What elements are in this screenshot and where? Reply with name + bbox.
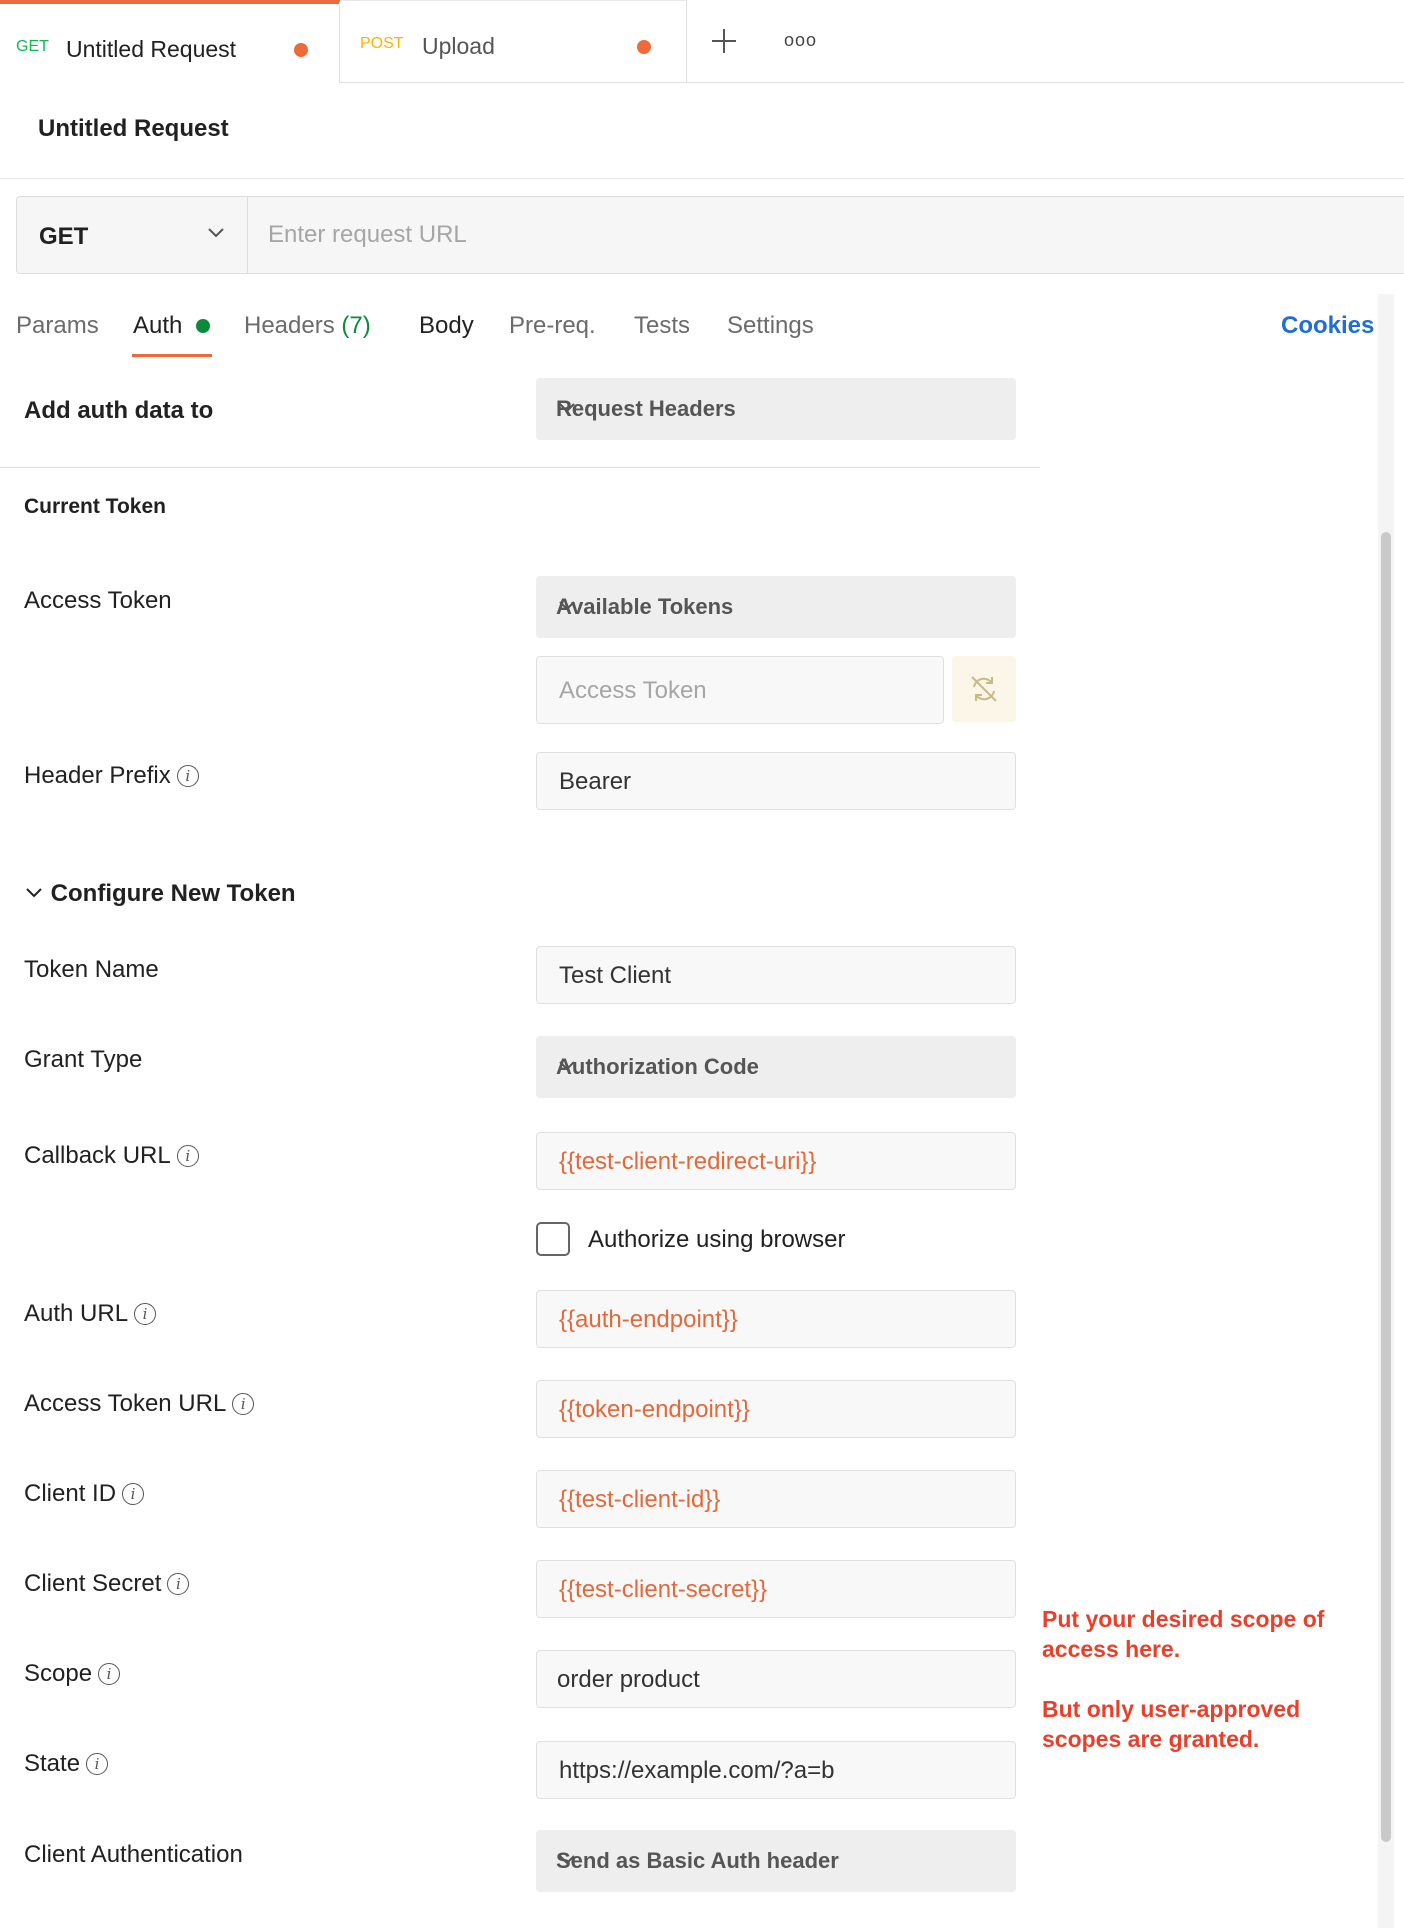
access-token-label: Access Token bbox=[24, 587, 172, 614]
state-text: State bbox=[24, 1750, 81, 1777]
configure-new-token-heading: Configure New Token bbox=[50, 880, 296, 907]
tab-untitled-request[interactable] bbox=[0, 0, 340, 83]
scrollbar-thumb[interactable] bbox=[1381, 532, 1391, 1842]
auth-url-text: Auth URL bbox=[24, 1300, 129, 1327]
info-icon[interactable]: i bbox=[86, 1753, 108, 1775]
unsaved-dot bbox=[294, 43, 308, 57]
more-tabs-icon[interactable]: ooo bbox=[784, 30, 818, 50]
access-token-url-text: Access Token URL bbox=[24, 1390, 227, 1417]
new-tab-plus-icon[interactable] bbox=[710, 22, 738, 65]
available-tokens-value: Available Tokens bbox=[556, 594, 734, 619]
method-select[interactable] bbox=[17, 197, 248, 273]
callback-url-input[interactable] bbox=[536, 1132, 1016, 1190]
access-token-input[interactable] bbox=[536, 656, 944, 724]
client-auth-select[interactable] bbox=[536, 1830, 1016, 1892]
tab-prereq[interactable]: Pre-req. bbox=[509, 312, 596, 339]
header-prefix-input[interactable] bbox=[536, 752, 1016, 810]
info-icon[interactable]: i bbox=[177, 1145, 199, 1167]
client-id-label bbox=[24, 1480, 144, 1508]
chevron-down-icon bbox=[556, 594, 994, 622]
token-name-input[interactable] bbox=[536, 946, 1016, 1004]
add-auth-value: Request Headers bbox=[556, 396, 736, 421]
unsaved-dot bbox=[637, 40, 651, 54]
scope-input[interactable] bbox=[536, 1650, 1016, 1708]
tab-params[interactable]: Params bbox=[16, 312, 99, 339]
add-auth-select[interactable] bbox=[536, 378, 1016, 440]
tab-tests[interactable]: Tests bbox=[634, 312, 691, 339]
method-value: GET bbox=[39, 223, 89, 250]
access-token-url-label bbox=[24, 1390, 254, 1418]
tab-auth[interactable]: Auth bbox=[133, 312, 183, 339]
url-input[interactable] bbox=[248, 197, 1404, 273]
tab-body[interactable]: Body bbox=[419, 312, 474, 339]
info-icon[interactable]: i bbox=[98, 1663, 120, 1685]
scope-annotation bbox=[1042, 1604, 1324, 1754]
sync-off-icon bbox=[968, 673, 1000, 710]
access-token-url-input[interactable] bbox=[536, 1380, 1016, 1438]
auth-url-input[interactable] bbox=[536, 1290, 1016, 1348]
info-icon[interactable]: i bbox=[177, 765, 199, 787]
state-label bbox=[24, 1750, 108, 1778]
header-prefix-value: Bearer bbox=[559, 768, 632, 795]
client-secret-value: {{test-client-secret}} bbox=[559, 1576, 768, 1603]
annotation-line: scopes are granted. bbox=[1042, 1726, 1260, 1752]
callback-url-text: Callback URL bbox=[24, 1142, 171, 1169]
request-title[interactable]: Untitled Request bbox=[38, 115, 229, 142]
header-prefix-label bbox=[24, 762, 199, 790]
annotation-line: But only user-approved bbox=[1042, 1696, 1301, 1722]
callback-url-value: {{test-client-redirect-uri}} bbox=[559, 1148, 817, 1175]
tab-label: Untitled Request bbox=[66, 36, 237, 62]
grant-type-select[interactable] bbox=[536, 1036, 1016, 1098]
state-value: https://example.com/?a=b bbox=[559, 1757, 835, 1784]
scope-text: Scope bbox=[24, 1660, 93, 1687]
tab-headers[interactable] bbox=[244, 312, 371, 340]
active-tab-indicator bbox=[132, 354, 212, 357]
info-icon[interactable]: i bbox=[134, 1303, 156, 1325]
header-prefix-text: Header Prefix bbox=[24, 762, 171, 789]
auth-url-value: {{auth-endpoint}} bbox=[559, 1306, 738, 1333]
chevron-down-icon bbox=[556, 1054, 994, 1082]
add-auth-label: Add auth data to bbox=[24, 397, 214, 424]
authorize-browser-label[interactable]: Authorize using browser bbox=[588, 1226, 846, 1253]
callback-url-label bbox=[24, 1142, 199, 1170]
info-icon[interactable]: i bbox=[122, 1483, 144, 1505]
tab-upload[interactable] bbox=[340, 0, 687, 82]
client-id-input[interactable] bbox=[536, 1470, 1016, 1528]
auth-url-label bbox=[24, 1300, 156, 1328]
client-auth-label: Client Authentication bbox=[24, 1841, 243, 1868]
tab-method-post: POST bbox=[360, 35, 404, 52]
token-name-value: Test Client bbox=[559, 962, 672, 989]
configure-new-token-toggle[interactable] bbox=[24, 880, 296, 908]
url-bar bbox=[16, 196, 1404, 274]
token-name-label: Token Name bbox=[24, 956, 159, 983]
chevron-down-icon bbox=[556, 1848, 994, 1876]
authorize-browser-checkbox[interactable] bbox=[536, 1222, 570, 1256]
state-input[interactable] bbox=[536, 1741, 1016, 1799]
chevron-down-icon bbox=[205, 221, 227, 248]
headers-count: (7) bbox=[341, 312, 371, 339]
info-icon[interactable]: i bbox=[232, 1393, 254, 1415]
client-auth-value: Send as Basic Auth header bbox=[556, 1848, 839, 1873]
divider bbox=[0, 467, 1040, 468]
tab-settings[interactable]: Settings bbox=[727, 312, 814, 339]
chevron-down-icon bbox=[556, 396, 994, 424]
client-secret-text: Client Secret bbox=[24, 1570, 162, 1597]
access-token-url-value: {{token-endpoint}} bbox=[559, 1396, 750, 1423]
tab-method-get: GET bbox=[16, 38, 49, 55]
available-tokens-select[interactable] bbox=[536, 576, 1016, 638]
grant-type-value: Authorization Code bbox=[556, 1054, 759, 1079]
annotation-line: Put your desired scope of bbox=[1042, 1606, 1325, 1632]
cookies-link[interactable]: Cookies bbox=[1281, 312, 1375, 339]
client-id-value: {{test-client-id}} bbox=[559, 1486, 721, 1513]
client-secret-input[interactable] bbox=[536, 1560, 1016, 1618]
auth-active-dot bbox=[196, 319, 210, 333]
client-secret-label bbox=[24, 1570, 189, 1598]
tab-headers-label: Headers bbox=[244, 312, 335, 339]
scope-label bbox=[24, 1660, 120, 1688]
sync-token-button[interactable] bbox=[952, 656, 1016, 722]
client-id-text: Client ID bbox=[24, 1480, 117, 1507]
annotation-line: access here. bbox=[1042, 1636, 1181, 1662]
tab-label: Upload bbox=[422, 33, 495, 59]
divider bbox=[0, 178, 1404, 179]
chevron-down-icon bbox=[24, 883, 44, 903]
info-icon[interactable]: i bbox=[167, 1573, 189, 1595]
grant-type-label: Grant Type bbox=[24, 1046, 143, 1073]
scope-value: order product bbox=[557, 1666, 700, 1693]
tab-bar bbox=[0, 0, 1404, 83]
access-token-placeholder: Access Token bbox=[559, 677, 707, 704]
current-token-heading: Current Token bbox=[24, 495, 166, 518]
